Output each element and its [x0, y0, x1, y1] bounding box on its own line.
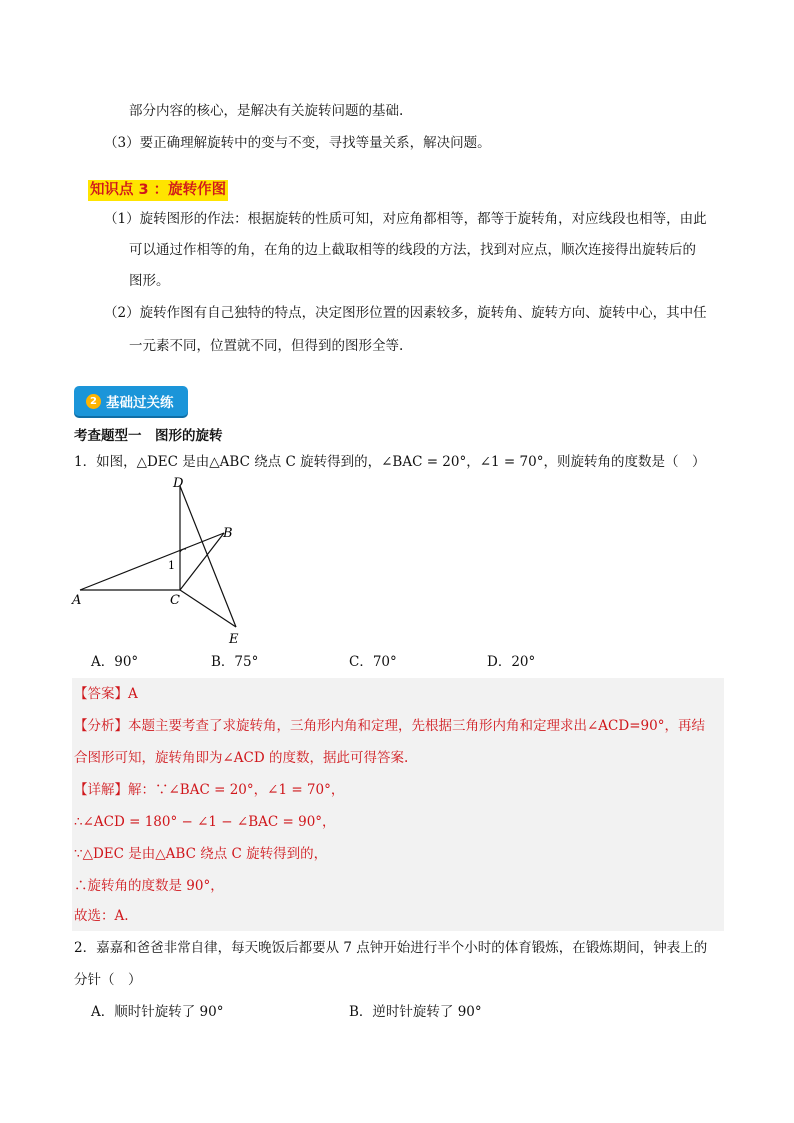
kp-paragraph-1-line-3: 图形。: [129, 273, 170, 289]
badge-label: 基础过关练: [106, 395, 174, 411]
angle-1-arc: [180, 549, 186, 552]
kp-paragraph-1-line-1: （1）旋转图形的作法：根据旋转的性质可知，对应角都相等，都等于旋转角，对应线段也相等，由此: [104, 211, 707, 227]
q1-option-d[interactable]: D．20°: [487, 654, 536, 670]
q2-option-b[interactable]: B．逆时针旋转了 90°: [349, 1004, 482, 1020]
detail-line-2: ∴∠ACD = 180° − ∠1 − ∠BAC = 90°，: [74, 814, 336, 830]
detail-line-5: 故选：A.: [74, 908, 129, 924]
detail-line-4: ∴旋转角的度数是 90°，: [74, 878, 224, 894]
segment-CE: [180, 590, 236, 627]
q1-option-c[interactable]: C．70°: [349, 654, 397, 670]
q1-stem: 1．如图，△DEC 是由△ABC 绕点 C 旋转得到的，∠BAC = 20°，∠1 = 70°，则旋转角的度数是（ ）: [74, 454, 706, 470]
intro-line-1: 部分内容的核心，是解决有关旋转问题的基础.: [129, 103, 404, 119]
intro-line-2: （3）要正确理解旋转中的变与不变，寻找等量关系，解决问题。: [104, 135, 491, 151]
detail-text-1: ∵∠BAC = 20°，∠1 = 70°，: [155, 782, 345, 798]
segment-DE: [180, 486, 236, 627]
q2-stem-line-1: 2．嘉嘉和爸爸非常自律，每天晚饭后都要从 7 点钟开始进行半个小时的体育锻炼，在锻炼期间，钟表上的: [74, 940, 708, 956]
analysis-line-1: 【分析】本题主要考查了求旋转角，三角形内角和定理，先根据三角形内角和定理求出∠ACD=90°，再结: [74, 718, 705, 734]
label-D: D: [173, 476, 184, 491]
detail-line-1: [74, 780, 344, 800]
q1-geometry-figure: [60, 470, 270, 650]
kp-paragraph-1-line-2: 可以通过作相等的角，在角的边上截取相等的线段的方法，找到对应点，顺次连接得出旋转后的: [129, 242, 696, 258]
detail-line-3: ∵△DEC 是由△ABC 绕点 C 旋转得到的，: [74, 846, 328, 862]
label-E: E: [229, 632, 239, 647]
kp-paragraph-2-line-2: 一元素不同，位置就不同，但得到的图形全等.: [129, 338, 404, 354]
label-angle-1: 1: [168, 559, 175, 572]
label-C: C: [170, 593, 180, 608]
knowledge-point-title: 知识点 3 ：旋转作图: [88, 180, 228, 201]
kp-paragraph-2-line-1: （2）旋转作图有自己独特的特点，决定图形位置的因素较多，旋转角、旋转方向、旋转中心，其中任: [104, 305, 707, 321]
answer-line: 【答案】A: [74, 686, 138, 702]
label-B: B: [223, 526, 233, 541]
q1-option-b[interactable]: B．75°: [211, 654, 259, 670]
label-A: A: [72, 593, 82, 608]
q2-option-a[interactable]: A．顺时针旋转了 90°: [91, 1004, 224, 1020]
question-type-heading: 考查题型一 图形的旋转: [74, 428, 223, 444]
q1-option-a[interactable]: A．90°: [91, 654, 139, 670]
badge-number-icon: 2: [86, 394, 101, 409]
analysis-line-2: 合图形可知，旋转角即为∠ACD 的度数，据此可得答案.: [74, 750, 409, 766]
detail-prefix: 【详解】解：: [74, 782, 155, 798]
q2-stem-line-2: 分针（ ）: [74, 972, 142, 988]
section-badge: [74, 386, 188, 416]
